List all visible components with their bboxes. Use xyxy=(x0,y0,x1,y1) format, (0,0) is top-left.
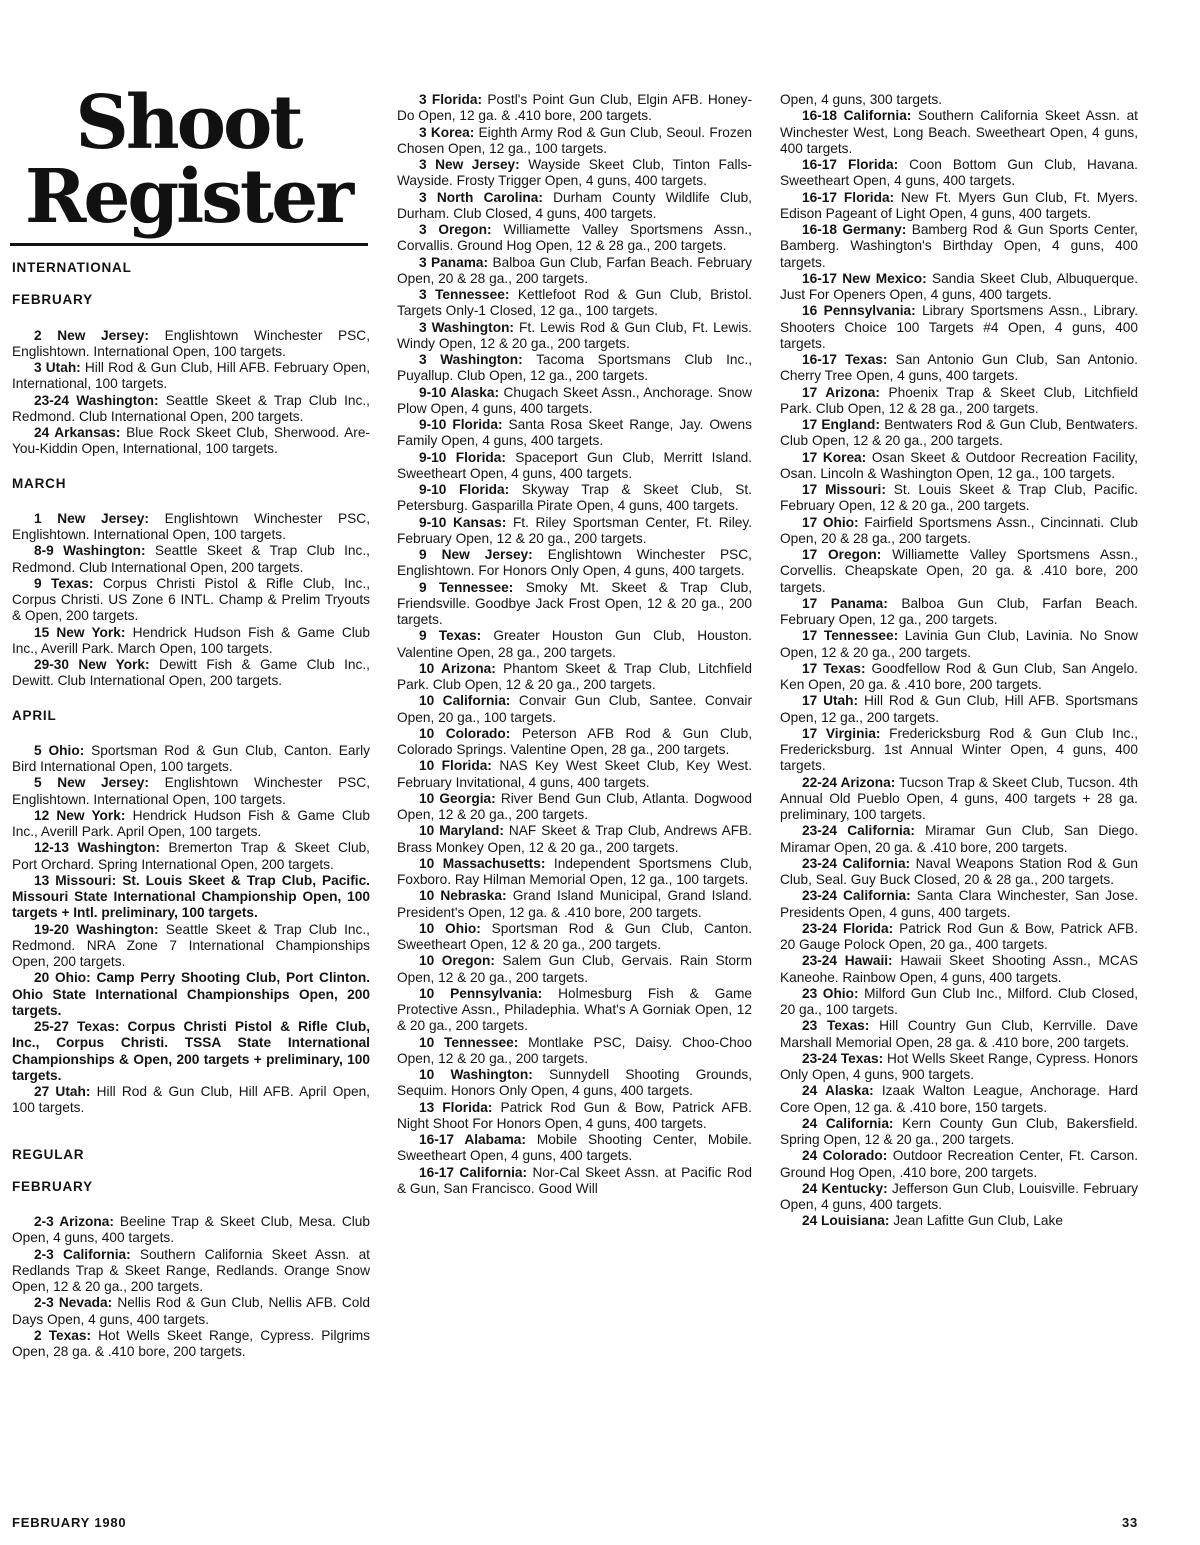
shoot-entry xyxy=(780,953,1138,986)
entry-date-state: 3 Korea: xyxy=(419,124,475,140)
entry-details: Sandia Skeet Club, Albuquerque. Just For Openers Open, 4 guns, 400 targets. xyxy=(780,270,1138,302)
shoot-entry xyxy=(12,1295,370,1328)
entry-details: Hawaii Skeet Shooting Assn., MCAS Kaneohe. Rainbow Open, 4 guns, 400 targets. xyxy=(780,953,1138,985)
entry-date-state: 17 Virginia: xyxy=(802,725,881,741)
shoot-entry xyxy=(780,1213,1138,1229)
shoot-entry xyxy=(12,922,370,971)
entry-date-state: 16-17 California: xyxy=(419,1164,528,1180)
entry-details: Camp Perry Shooting Club, Port Clinton. Ohio State International Championships Open, 200 targets. xyxy=(12,970,370,1018)
entry-date-state: 17 Utah: xyxy=(802,693,859,709)
entry-details: Durham County Wildlife Club, Durham. Club Closed, 4 guns, 400 targets. xyxy=(397,189,752,221)
entry-details: Balboa Gun Club, Farfan Beach. February Open, 20 & 28 ga., 200 targets. xyxy=(397,254,752,286)
entry-date-state: 10 Georgia: xyxy=(419,790,496,806)
shoot-entry xyxy=(397,255,752,288)
entry-date-state: 10 Oregon: xyxy=(419,953,495,969)
entry-date-state: 8-9 Washington: xyxy=(34,543,146,559)
entry-date-state: 9 Texas: xyxy=(419,628,482,644)
entry-date-state: 2 Texas: xyxy=(34,1327,92,1343)
entry-date-state: 23 Texas: xyxy=(802,1018,870,1034)
entry-date-state: 22-24 Arizona: xyxy=(802,774,896,790)
shoot-entry xyxy=(12,511,370,544)
entry-details: Lavinia Gun Club, Lavinia. No Snow Open, 12 & 20 ga., 200 targets. xyxy=(780,628,1138,660)
entry-details: Hot Wells Skeet Range, Cypress. Honors Only Open, 4 guns, 900 targets. xyxy=(780,1050,1138,1082)
entry-details: Postl's Point Gun Club, Elgin AFB. Honey-Do Open, 12 ga. & .410 bore, 200 targets. xyxy=(397,92,752,124)
shoot-entry xyxy=(397,986,752,1035)
shoot-entry xyxy=(780,1116,1138,1149)
shoot-entry xyxy=(12,543,370,576)
entry-details: Englishtown Winchester PSC, Englishtown. International Open, 100 targets. xyxy=(12,775,370,807)
entry-date-state: 10 Washington: xyxy=(419,1067,533,1082)
shoot-entry xyxy=(780,1083,1138,1116)
entry-details: Grand Island Municipal, Grand Island. President's Open, 12 ga. & .410 bore, 200 targets. xyxy=(397,888,752,920)
shoot-entry xyxy=(397,758,752,791)
entry-details: Hill Rod & Gun Club, Hill AFB. Sportsmans Open, 12 ga., 200 targets. xyxy=(780,693,1138,725)
entry-date-state: 2-3 Nevada: xyxy=(34,1295,113,1311)
entry-details: Library Sportsmens Assn., Library. Shooters Choice 100 Targets #4 Open, 4 guns, 400 targets. xyxy=(780,303,1138,351)
entry-details: Phoenix Trap & Skeet Club, Litchfield Park. Club Open, 12 & 28 ga., 200 targets. xyxy=(780,384,1138,416)
shoot-entry xyxy=(780,1181,1138,1214)
shoot-entry xyxy=(397,515,752,548)
entry-date-state: 10 Maryland: xyxy=(419,823,504,839)
title-rule xyxy=(10,243,368,246)
shoot-entry xyxy=(397,661,752,694)
entry-date-state: 3 Washington: xyxy=(419,352,523,367)
shoot-entry xyxy=(397,628,752,661)
entry-date-state: 23-24 Texas: xyxy=(802,1050,884,1066)
entry-details: Southern California Skeet Assn. at Redlands Trap & Skeet Range, Redlands. Orange Snow Open, 12 & 20 ga., 200 targets. xyxy=(12,1246,370,1294)
entry-date-state: 23-24 Florida: xyxy=(802,920,894,936)
entry-details: Ft. Riley Sportsman Center, Ft. Riley. February Open, 12 & 20 ga., 200 targets. xyxy=(397,514,752,546)
shoot-entry xyxy=(397,921,752,954)
entry-details: Sportsman Rod & Gun Club, Canton. Early Bird International Open, 100 targets. xyxy=(12,742,370,774)
shoot-entry xyxy=(397,352,752,385)
shoot-entry xyxy=(780,450,1138,483)
entry-details: Miramar Gun Club, San Diego. Miramar Open, 20 ga. & .410 bore, 200 targets. xyxy=(780,823,1138,855)
shoot-entry xyxy=(780,157,1138,190)
entry-details: Independent Sportsmens Club, Foxboro. Ray Hilman Memorial Open, 12 ga., 100 targets. xyxy=(397,855,752,887)
shoot-entry xyxy=(12,1328,370,1361)
shoot-entry xyxy=(780,385,1138,418)
entry-date-state: 3 Florida: xyxy=(419,92,483,107)
entry-details: Ft. Lewis Rod & Gun Club, Ft. Lewis. Windy Open, 12 & 20 ga., 200 targets. xyxy=(397,319,752,351)
entry-date-state: 20 Ohio: xyxy=(34,970,91,986)
entry-date-state: 9-10 Florida: xyxy=(419,417,503,432)
entry-details: Hendrick Hudson Fish & Game Club Inc., Averill Park. April Open, 100 targets. xyxy=(12,807,370,839)
shoot-entry xyxy=(780,515,1138,548)
entry-details: Englishtown Winchester PSC, Englishtown. International Open, 100 targets. xyxy=(12,327,370,359)
shoot-entry xyxy=(780,921,1138,954)
entry-details: Seattle Skeet & Trap Club Inc., Redmond. Club International Open, 200 targets. xyxy=(12,543,370,575)
entry-date-state: 10 Tennessee: xyxy=(419,1034,519,1050)
entry-date-state: 9 Texas: xyxy=(34,575,94,591)
entry-date-state: 17 Ohio: xyxy=(802,514,859,530)
shoot-entry xyxy=(780,775,1138,824)
shoot-entry xyxy=(397,1035,752,1068)
entry-date-state: 3 Washington: xyxy=(419,319,514,335)
entry-date-state: 2-3 California: xyxy=(34,1246,131,1262)
shoot-entry xyxy=(780,726,1138,775)
shoot-entry xyxy=(12,1247,370,1296)
entry-date-state: 3 North Carolina: xyxy=(419,189,543,205)
section-heading: INTERNATIONAL xyxy=(12,260,132,275)
shoot-entry xyxy=(397,580,752,629)
shoot-entry xyxy=(12,625,370,658)
shoot-entry xyxy=(780,661,1138,694)
entry-date-state: 23 Ohio: xyxy=(802,985,859,1001)
shoot-entry xyxy=(397,888,752,921)
shoot-entry xyxy=(397,1067,752,1100)
entry-date-state: 13 Missouri: xyxy=(34,872,117,888)
entry-date-state: 10 California: xyxy=(419,693,511,709)
section-heading: REGULAR xyxy=(12,1146,85,1162)
entry-details: Englishtown Winchester PSC, Englishtown. International Open, 100 targets. xyxy=(12,510,370,542)
shoot-entry xyxy=(397,693,752,726)
shoot-entry xyxy=(780,856,1138,889)
shoot-entry xyxy=(780,628,1138,661)
entry-date-state: 23-24 Washington: xyxy=(34,392,159,408)
shoot-entry xyxy=(12,873,370,922)
shoot-entry xyxy=(397,726,752,759)
entry-details: St. Louis Skeet & Trap Club, Pacific. February Open, 12 & 20 ga., 200 targets. xyxy=(780,482,1138,514)
entry-date-state: 24 Alaska: xyxy=(802,1083,874,1099)
entry-details: Sunnydell Shooting Grounds, Sequim. Honors Only Open, 4 guns, 400 targets. xyxy=(397,1067,753,1099)
entry-details: Goodfellow Rod & Gun Club, San Angelo. Ken Open, 20 ga. & .410 bore, 200 targets. xyxy=(780,660,1138,692)
month-heading: APRIL xyxy=(12,707,57,723)
entry-date-state: 16-17 Florida: xyxy=(802,157,899,172)
entry-date-state: 10 Ohio: xyxy=(419,920,481,936)
entry-details: Kern County Gun Club, Bakersfield. Spring Open, 12 & 20 ga., 200 targets. xyxy=(780,1115,1138,1147)
entry-details: St. Louis Skeet & Trap Club, Pacific. Missouri State International Championship Open, 100 targets + Intl. preliminary, 100 targets. xyxy=(12,872,370,921)
entry-details: Peterson AFB Rod & Gun Club, Colorado Springs. Valentine Open, 28 ga., 200 targets. xyxy=(397,725,752,757)
shoot-entry xyxy=(12,840,370,873)
entry-details: Santa Rosa Skeet Range, Jay. Owens Family Open, 4 guns, 400 targets. xyxy=(397,417,752,449)
entry-date-state: 17 Oregon: xyxy=(802,547,882,562)
entry-details: Smoky Mt. Skeet & Trap Club, Friendsville. Goodbye Jack Frost Open, 12 & 20 ga., 200 targets. xyxy=(397,579,752,627)
entry-details: Southern California Skeet Assn. at Winchester West, Long Beach. Sweetheart Open, 4 guns, 400 targets. xyxy=(780,108,1138,156)
entry-details: Nor-Cal Skeet Assn. at Pacific Rod & Gun, San Francisco. Good Will xyxy=(397,1164,752,1196)
shoot-entry xyxy=(397,287,752,320)
shoot-entry xyxy=(12,360,370,393)
entry-details: Hot Wells Skeet Range, Cypress. Pilgrims Open, 28 ga. & .410 bore, 200 targets. xyxy=(12,1327,370,1359)
shoot-entry xyxy=(780,417,1138,450)
entry-details: Nellis Rod & Gun Club, Nellis AFB. Cold Days Open, 4 guns, 400 targets. xyxy=(12,1295,370,1327)
entry-date-state: 13 Florida: xyxy=(419,1099,493,1115)
shoot-entry xyxy=(397,482,752,515)
entry-date-state: 10 Colorado: xyxy=(419,725,511,741)
entry-details: Naval Weapons Station Rod & Gun Club, Seal. Guy Buck Closed, 20 & 28 ga., 200 targets. xyxy=(780,855,1138,887)
page-title xyxy=(14,80,362,240)
shoot-entry xyxy=(780,1051,1138,1084)
shoot-entry xyxy=(780,222,1138,271)
entry-date-state: 9-10 Florida: xyxy=(419,482,510,497)
entry-date-state: 24 Arkansas: xyxy=(34,425,121,440)
shoot-entry xyxy=(12,970,370,1019)
shoot-entry xyxy=(12,775,370,808)
shoot-entry xyxy=(397,190,752,223)
entry-details: Kettlefoot Rod & Gun Club, Bristol. Targets Only-1 Closed, 12 ga., 100 targets. xyxy=(397,287,752,319)
shoot-entry xyxy=(780,547,1138,596)
entry-date-state: 24 Colorado: xyxy=(802,1148,888,1164)
entry-details: New Ft. Myers Gun Club, Ft. Myers. Edison Pageant of Light Open, 4 guns, 400 targets. xyxy=(780,189,1138,221)
entry-date-state: 5 Ohio: xyxy=(34,742,85,758)
entry-details: Spaceport Gun Club, Merritt Island. Sweetheart Open, 4 guns, 400 targets. xyxy=(397,449,752,481)
entry-details: Fairfield Sportsmens Assn., Cincinnati. Club Open, 20 & 28 ga., 200 targets. xyxy=(780,514,1138,546)
entry-details: River Bend Gun Club, Atlanta. Dogwood Open, 12 & 20 ga., 200 targets. xyxy=(397,790,752,822)
shoot-entry xyxy=(780,888,1138,921)
entry-details: Hill Rod & Gun Club, Hill AFB. February Open, International, 100 targets. xyxy=(12,360,370,392)
shoot-entry xyxy=(397,823,752,856)
entry-date-state: 10 Florida: xyxy=(419,758,492,774)
entry-date-state: 17 Texas: xyxy=(802,660,866,676)
entry-details: Salem Gun Club, Gervais. Rain Storm Open, 12 & 20 ga., 200 targets. xyxy=(397,953,752,985)
entry-date-state: 3 Oregon: xyxy=(419,222,492,237)
entry-details: Montlake PSC, Daisy. Choo-Choo Open, 12 & 20 ga., 200 targets. xyxy=(397,1034,752,1066)
shoot-entry xyxy=(780,482,1138,515)
entry-details: Jean Lafitte Gun Club, Lake xyxy=(893,1213,1063,1229)
entry-details: Osan Skeet & Outdoor Recreation Facility, Osan. Lincoln & Washington Open, 12 ga., 100 targets. xyxy=(780,449,1138,481)
month-heading: FEBRUARY xyxy=(12,1178,93,1194)
column-1 xyxy=(12,256,370,1360)
month-heading: FEBRUARY xyxy=(12,292,93,308)
entry-date-state: 9-10 Kansas: xyxy=(419,514,507,530)
column-2 xyxy=(397,92,752,1197)
entry-details: Corpus Christi Pistol & Rifle Club, Inc., Corpus Christi. US Zone 6 INTL. Champ & Prelim Tryouts & Open, 200 targets. xyxy=(12,575,370,624)
entry-details: Seattle Skeet & Trap Club Inc., Redmond. NRA Zone 7 International Championships Open, 200 targets. xyxy=(12,921,370,969)
shoot-entry xyxy=(12,393,370,426)
shoot-entry xyxy=(780,596,1138,629)
shoot-entry xyxy=(780,303,1138,352)
shoot-entry xyxy=(397,157,752,190)
entry-date-state: 9 New Jersey: xyxy=(419,547,533,562)
shoot-entry xyxy=(12,328,370,361)
entry-details: Open, 4 guns, 300 targets. xyxy=(780,92,943,107)
shoot-entry xyxy=(12,657,370,690)
entry-date-state: 23-24 California: xyxy=(802,823,915,839)
shoot-entry xyxy=(780,108,1138,157)
entry-details: Mobile Shooting Center, Mobile. Sweetheart Open, 4 guns, 400 targets. xyxy=(397,1132,752,1164)
shoot-entry xyxy=(780,190,1138,223)
entry-date-state: 16-17 Texas: xyxy=(802,352,888,367)
entry-date-state: 29-30 New York: xyxy=(34,657,150,672)
shoot-entry xyxy=(397,92,752,125)
entry-details: Tucson Trap & Skeet Club, Tucson. 4th Annual Old Pueblo Open, 4 guns, 400 targets + 28 ga. preliminary, 100 targets. xyxy=(780,774,1138,822)
entry-details: Holmesburg Fish & Game Protective Assn., Philadephia. What's A Gorniak Open, 12 & 20 ga., 200 targets. xyxy=(397,985,753,1034)
entry-date-state: 9-10 Alaska: xyxy=(419,384,500,400)
shoot-entry xyxy=(12,1084,370,1117)
entry-details: Balboa Gun Club, Farfan Beach. February Open, 12 ga., 200 targets. xyxy=(780,595,1138,627)
shoot-entry xyxy=(397,1165,752,1198)
entry-details: Coon Bottom Gun Club, Havana. Sweetheart Open, 4 guns, 400 targets. xyxy=(780,157,1138,189)
entry-details: Patrick Rod Gun & Bow, Patrick AFB. Night Shoot For Honors Open, 4 guns, 400 targets. xyxy=(397,1099,752,1131)
entry-date-state: 10 Nebraska: xyxy=(419,888,507,904)
entry-details: Bentwaters Rod & Gun Club, Bentwaters. Club Open, 12 & 20 ga., 200 targets. xyxy=(780,417,1138,449)
entry-details: Blue Rock Skeet Club, Sherwood. Are-You-Kiddin Open, International, 100 targets. xyxy=(12,425,370,457)
entry-details: NAF Skeet & Trap Club, Andrews AFB. Brass Monkey Open, 12 & 20 ga., 200 targets. xyxy=(397,823,752,855)
entry-details: Hendrick Hudson Fish & Game Club Inc., Averill Park. March Open, 100 targets. xyxy=(12,624,370,656)
month-heading: MARCH xyxy=(12,475,67,491)
entry-details: Seattle Skeet & Trap Club Inc., Redmond. Club International Open, 200 targets. xyxy=(12,392,370,424)
shoot-entry xyxy=(397,125,752,158)
entry-details: Jefferson Gun Club, Louisville. February Open, 4 guns, 400 targets. xyxy=(780,1180,1138,1212)
entry-date-state: 1 New Jersey: xyxy=(34,510,149,526)
entry-date-state: 24 Kentucky: xyxy=(802,1180,888,1196)
entry-date-state: 24 California: xyxy=(802,1115,894,1131)
entry-date-state: 23-24 Hawaii: xyxy=(802,953,893,969)
shoot-entry xyxy=(780,1018,1138,1051)
entry-details: Outdoor Recreation Center, Ft. Carson. Ground Hog Open, .410 bore, 200 targets. xyxy=(780,1148,1138,1180)
entry-date-state: 23-24 California: xyxy=(802,888,911,904)
entry-date-state: 3 Tennessee: xyxy=(419,287,510,302)
shoot-entry xyxy=(780,1148,1138,1181)
entry-details: Convair Gun Club, Santee. Convair Open, 20 ga., 100 targets. xyxy=(397,693,752,725)
shoot-entry xyxy=(397,547,752,580)
entry-date-state: 25-27 Texas: xyxy=(34,1019,120,1034)
shoot-entry xyxy=(397,417,752,450)
entry-details: Beeline Trap & Skeet Club, Mesa. Club Open, 4 guns, 400 targets. xyxy=(12,1214,371,1246)
entry-date-state: 16-17 New Mexico: xyxy=(802,270,927,286)
footer-page-number: 33 xyxy=(1122,1515,1139,1530)
entry-details: Greater Houston Gun Club, Houston. Valentine Open, 28 ga., 200 targets. xyxy=(397,628,752,660)
shoot-entry xyxy=(397,450,752,483)
shoot-entry xyxy=(780,823,1138,856)
entry-date-state: 3 New Jersey: xyxy=(419,157,520,172)
shoot-entry xyxy=(780,693,1138,726)
entry-date-state: 5 New Jersey: xyxy=(34,775,149,791)
shoot-entry xyxy=(397,1100,752,1133)
entry-details: Patrick Rod Gun & Bow, Patrick AFB. 20 Gauge Polock Open, 20 ga., 400 targets. xyxy=(780,920,1138,952)
entry-details: Izaak Walton League, Anchorage. Hard Core Open, 12 ga. & .410 bore, 150 targets. xyxy=(780,1083,1138,1115)
shoot-entry xyxy=(780,271,1138,304)
shoot-entry xyxy=(397,791,752,824)
title-line-2: Register xyxy=(24,154,352,240)
shoot-entry xyxy=(397,1132,752,1165)
entry-date-state: 9-10 Florida: xyxy=(419,449,506,465)
entry-date-state: 2 New Jersey: xyxy=(34,327,149,343)
entry-date-state: 17 Panama: xyxy=(802,595,888,611)
shoot-entry xyxy=(12,808,370,841)
shoot-entry xyxy=(397,385,752,418)
entry-date-state: 23-24 California: xyxy=(802,855,911,871)
entry-date-state: 24 Louisiana: xyxy=(802,1213,890,1229)
entry-details: Williamette Valley Sportsmens Assn., Corvallis. Ground Hog Open, 12 & 28 ga., 200 targets. xyxy=(397,222,752,254)
entry-date-state: 17 England: xyxy=(802,417,880,432)
shoot-entry xyxy=(12,743,370,776)
entry-details: Milford Gun Club Inc., Milford. Club Closed, 20 ga., 100 targets. xyxy=(780,985,1138,1017)
shoot-entry xyxy=(397,222,752,255)
entry-details: Corpus Christi Pistol & Rifle Club, Inc., Corpus Christi. TSSA State International Championships & Open, 200 targets + preliminary, 100 targets. xyxy=(12,1019,371,1083)
entry-continuation xyxy=(780,92,1138,108)
entry-date-state: 17 Tennessee: xyxy=(802,628,899,644)
shoot-entry xyxy=(12,1214,370,1247)
entry-date-state: 10 Pennsylvania: xyxy=(419,985,543,1001)
entry-details: Englishtown Winchester PSC, Englishtown. For Honors Only Open, 4 guns, 400 targets. xyxy=(397,547,752,579)
footer-issue: FEBRUARY 1980 xyxy=(12,1515,127,1530)
entry-details: San Antonio Gun Club, San Antonio. Cherry Tree Open, 4 guns, 400 targets. xyxy=(780,352,1138,384)
entry-details: Hill Rod & Gun Club, Hill AFB. April Open, 100 targets. xyxy=(12,1084,370,1116)
entry-date-state: 12-13 Washington: xyxy=(34,840,160,856)
entry-details: Sportsman Rod & Gun Club, Canton. Sweetheart Open, 12 & 20 ga., 200 targets. xyxy=(397,920,752,952)
entry-date-state: 16-17 Florida: xyxy=(802,189,895,205)
shoot-entry xyxy=(397,953,752,986)
entry-details: Skyway Trap & Skeet Club, St. Petersburg. Gasparilla Pirate Open, 4 guns, 400 targets. xyxy=(397,482,752,514)
shoot-entry xyxy=(397,856,752,889)
entry-date-state: 3 Utah: xyxy=(34,360,81,375)
entry-date-state: 2-3 Arizona: xyxy=(34,1214,114,1229)
entry-date-state: 3 Panama: xyxy=(419,254,489,270)
entry-details: Eighth Army Rod & Gun Club, Seoul. Frozen Chosen Open, 12 ga., 100 targets. xyxy=(397,124,752,156)
entry-date-state: 16-17 Alabama: xyxy=(419,1132,526,1147)
entry-date-state: 16-18 California: xyxy=(802,108,912,124)
entry-details: Bremerton Trap & Skeet Club, Port Orchard. Spring International Open, 200 targets. xyxy=(12,840,370,872)
entry-details: NAS Key West Skeet Club, Key West. February Invitational, 4 guns, 400 targets. xyxy=(397,758,753,790)
shoot-entry xyxy=(12,1019,370,1084)
shoot-entry xyxy=(12,576,370,625)
entry-date-state: 15 New York: xyxy=(34,624,126,640)
entry-details: Santa Clara Winchester, San Jose. Presidents Open, 4 guns, 400 targets. xyxy=(780,888,1138,920)
entry-date-state: 12 New York: xyxy=(34,807,126,823)
entry-details: Chugach Skeet Assn., Anchorage. Snow Plow Open, 4 guns, 400 targets. xyxy=(397,384,752,416)
entry-date-state: 17 Arizona: xyxy=(802,384,880,400)
entry-details: Williamette Valley Sportsmens Assn., Corvellis. Cheapskate Open, 20 ga. & .410 bore, 200 targets. xyxy=(780,547,1138,595)
entry-details: Dewitt Fish & Game Club Inc., Dewitt. Club International Open, 200 targets. xyxy=(12,657,370,689)
shoot-entry xyxy=(780,986,1138,1019)
entry-details: Tacoma Sportsmans Club Inc., Puyallup. Club Open, 12 ga., 200 targets. xyxy=(397,352,752,384)
title-line-1: Shoot xyxy=(75,80,301,166)
shoot-entry xyxy=(397,320,752,353)
shoot-entry xyxy=(780,352,1138,385)
entry-date-state: 16 Pennsylvania: xyxy=(802,303,916,319)
shoot-entry xyxy=(12,425,370,458)
entry-details: Phantom Skeet & Trap Club, Litchfield Park. Club Open, 12 & 20 ga., 200 targets. xyxy=(397,660,752,692)
entry-details: Fredericksburg Rod & Gun Club Inc., Fredericksburg. 1st Annual Winter Open, 4 guns, 400 targets. xyxy=(780,725,1139,774)
entry-details: Wayside Skeet Club, Tinton Falls-Wayside. Frosty Trigger Open, 4 guns, 400 targets. xyxy=(397,157,752,189)
entry-details: Hill Country Gun Club, Kerrville. Dave Marshall Memorial Open, 28 ga. & .410 bore, 200 targets. xyxy=(780,1018,1138,1050)
column-3 xyxy=(780,92,1138,1230)
entry-date-state: 10 Massachusetts: xyxy=(419,855,546,871)
entry-date-state: 10 Arizona: xyxy=(419,660,496,676)
entry-date-state: 27 Utah: xyxy=(34,1084,91,1099)
entry-date-state: 19-20 Washington: xyxy=(34,921,159,937)
entry-date-state: 9 Tennessee: xyxy=(419,579,514,595)
entry-date-state: 17 Korea: xyxy=(802,449,867,465)
entry-date-state: 16-18 Germany: xyxy=(802,222,907,237)
entry-date-state: 17 Missouri: xyxy=(802,482,886,497)
entry-details: Bamberg Rod & Gun Sports Center, Bamberg. Washington's Birthday Open, 4 guns, 400 targets. xyxy=(780,222,1138,270)
